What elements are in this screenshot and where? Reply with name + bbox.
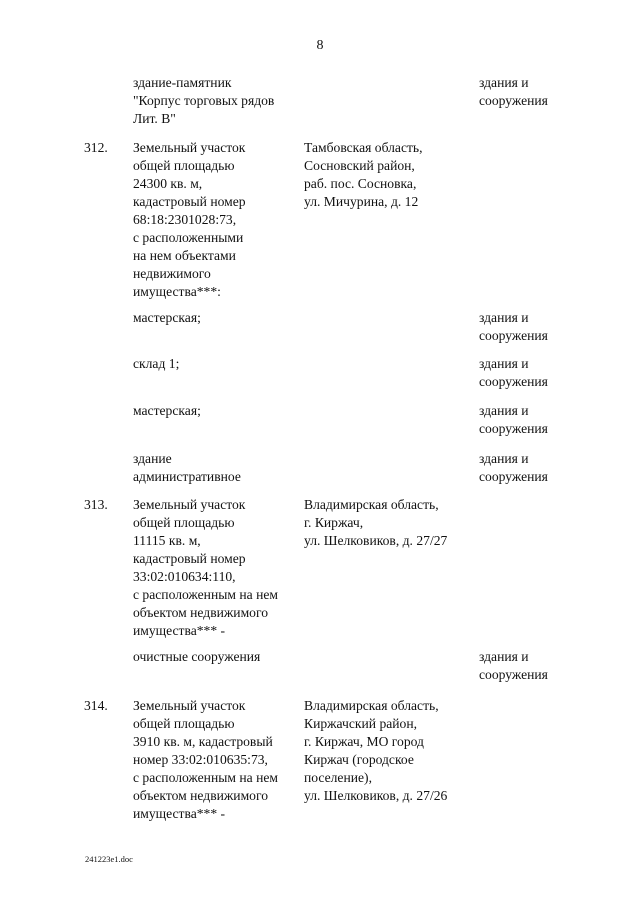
object-type: здания и сооружения: [479, 310, 548, 343]
object-name: мастерская;: [133, 310, 201, 325]
object-name: здание административное: [133, 451, 241, 484]
object-name: мастерская;: [133, 403, 201, 418]
object-name: склад 1;: [133, 356, 180, 371]
row-number: 313.: [84, 497, 108, 512]
object-type: здания и сооружения: [479, 649, 548, 682]
object-type: здания и сооружения: [479, 356, 548, 389]
object-address: Тамбовская область, Сосновский район, раб. пос. Сосновка, ул. Мичурина, д. 12: [304, 140, 423, 209]
object-name: Земельный участок общей площадью 3910 кв. м, кадастровый номер 33:02:010635:73, с расположенным на нем объектом недвижимого имущества*** -: [133, 698, 278, 821]
object-type: здания и сооружения: [479, 403, 548, 436]
object-name: Земельный участок общей площадью 11115 кв. м, кадастровый номер 33:02:010634:110, с расположенным на нем объектом недвижимого имущества*** -: [133, 497, 278, 638]
object-name: очистные сооружения: [133, 649, 261, 664]
row-number: 312.: [84, 140, 108, 155]
footer-filename: 241223e1.doc: [85, 854, 133, 864]
page-number: 8: [316, 38, 324, 53]
object-address: Владимирская область, г. Киржач, ул. Шелковиков, д. 27/27: [304, 497, 448, 548]
row-number: 314.: [84, 698, 108, 713]
object-type: здания и сооружения: [479, 451, 548, 484]
object-address: Владимирская область, Киржачский район, г. Киржач, МО город Киржач (городское поселение), ул. Шелковиков, д. 27/26: [304, 698, 448, 803]
object-name: здание-памятник "Корпус торговых рядов Лит. В": [133, 75, 275, 126]
object-type: здания и сооружения: [479, 75, 548, 108]
object-name: Земельный участок общей площадью 24300 кв. м, кадастровый номер 68:18:2301028:73, с расположенными на нем объектами недвижимого имущества***:: [133, 140, 246, 299]
